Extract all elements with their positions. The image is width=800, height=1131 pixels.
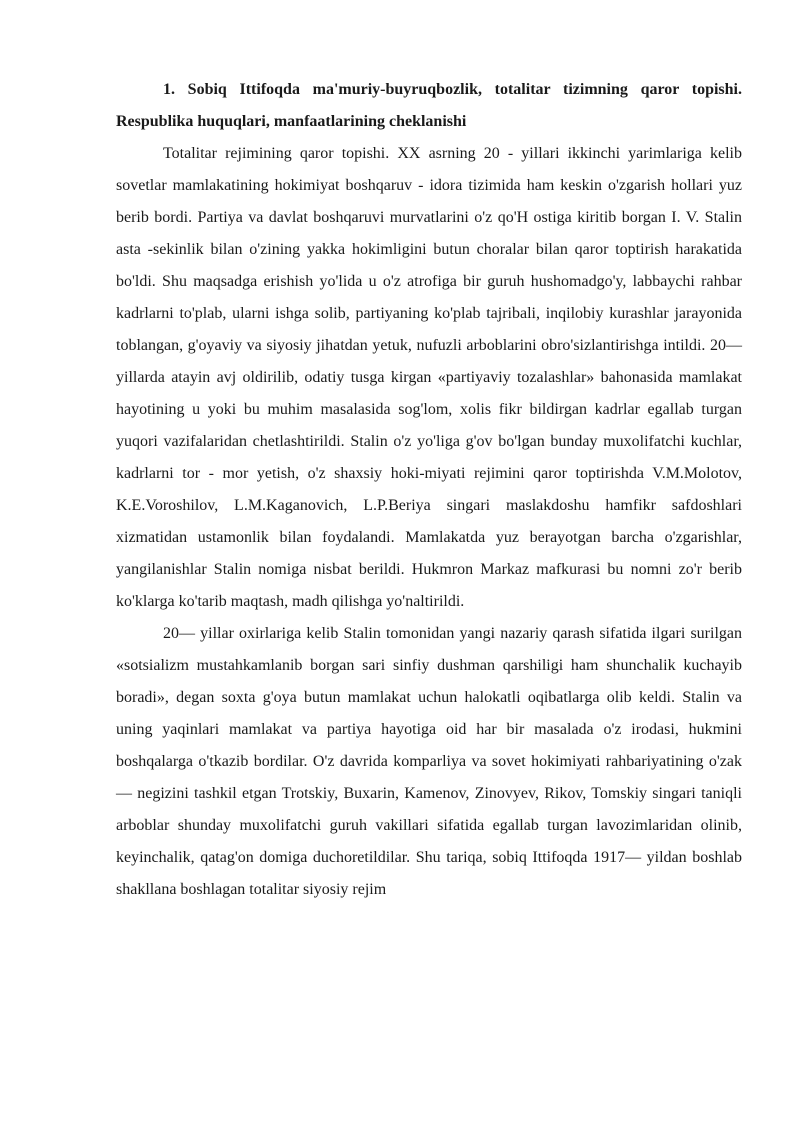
- paragraph-1: Totalitar rejimining qaror topishi. XX asrning 20 - yillari ikkinchi yarimlariga kelib sovetlar mamlakatining hokimiyat boshqaruv - idora tizimida ham keskin o'zgarish hollari yuz berib bordi. Partiya va davlat boshqaruvi murvatlarini o'z qo'H ostiga kiritib borgan I. V. Stalin asta -sekinlik bilan o'zining yakka hokimligini butun choralar bilan qaror toptirish harakatida bo'ldi. Shu maqsadga erishish yo'lida u o'z atrofiga bir guruh hushomadgo'y, labbaychi rahbar kadrlarni to'plab, ularni ishga solib, partiyaning ko'plab tajribali, inqilobiy kurashlar jarayonida toblangan, g'oyaviy va siyosiy jihatdan yetuk, nufuzli arboblarini obro'sizlantirishga intildi. 20— yillarda atayin avj oldirilib, odatiy tusga kirgan «partiyaviy tozalashlar» bahonasida mamlakat hayotining u yoki bu muhim masalasida sog'lom, xolis fikr bildirgan kadrlar egallab turgan yuqori vazifalaridan chetlashtirildi. Stalin o'z yo'liga g'ov bo'lgan bunday muxolifatchi kuchlar, kadrlarni tor - mor yetish, o'z shaxsiy hoki-miyati rejimini qaror toptirishda V.M.Molotov, K.E.Voroshilov, L.M.Kaganovich, L.P.Beriya singari maslakdoshu hamfikr safdoshlari xizmatidan ustamonlik bilan foydalandi. Mamlakatda yuz berayotgan barcha o'zgarishlar, yangilanishlar Stalin nomiga nisbat berildi. Hukmron Markaz mafkurasi bu nomni zo'r berib ko'klarga ko'tarib maqtash, madh qilishga yo'naltirildi.: [116, 145, 742, 610]
- document-body: [116, 74, 742, 906]
- section-heading: 1. Sobiq Ittifoqda ma'muriy-buyruqbozlik, totalitar tizimning qaror topishi. Respublika huquqlari, manfaatlarining cheklanishi: [116, 81, 742, 130]
- paragraph-2: 20— yillar oxirlariga kelib Stalin tomonidan yangi nazariy qarash sifatida ilgari surilgan «sotsializm mustahkamlanib borgan sari sinfiy dushman qarshiligi ham shunchalik kuchayib boradi», degan soxta g'oya butun mamlakat uchun halokatli oqibatlarga olib keldi. Stalin va uning yaqinlari mamlakat va partiya hayotiga oid har bir masalada o'z irodasi, hukmini boshqalarga o'tkazib bordilar. O'z davrida komparliya va sovet hokimiyati rahbariyatining o'zak — negizini tashkil etgan Trotskiy, Buxarin, Kamenov, Zinovyev, Rikov, Tomskiy singari taniqli arboblar shunday muxolifatchi guruh vakillari sifatida egallab turgan lavozimlaridan olinib, keyinchalik, qatag'on domiga duchoretildilar. Shu tariqa, sobiq Ittifoqda 1917— yildan boshlab shakllana boshlagan totalitar siyosiy rejim: [116, 625, 742, 898]
